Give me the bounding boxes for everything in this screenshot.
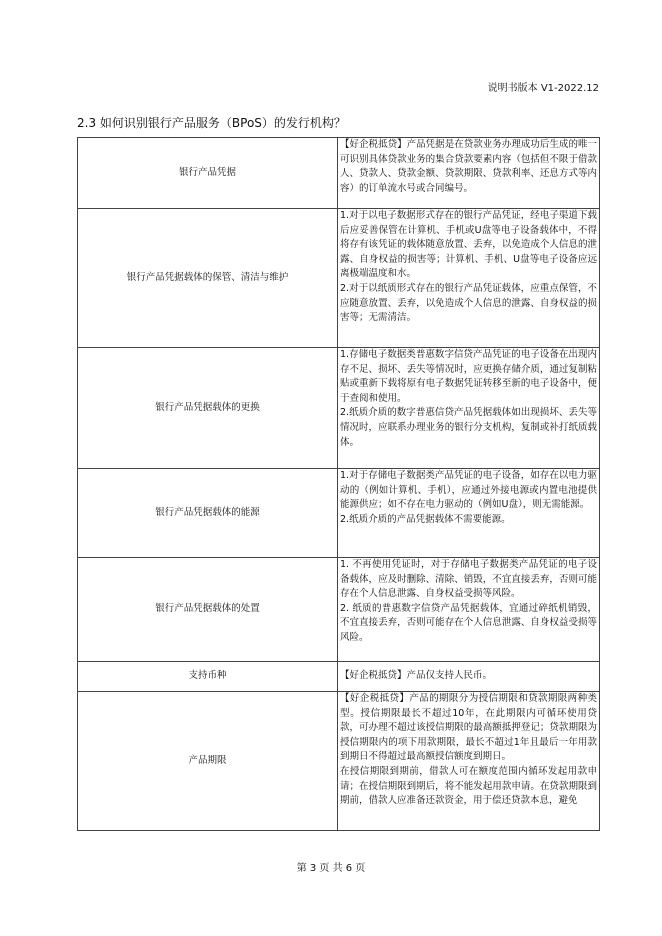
page-number: 第 3 页 共 6 页 [296, 863, 366, 874]
row-label: 银行产品凭据载体的保管、清洁与维护 [78, 209, 338, 348]
content-paragraph: 1.存储电子数据类普惠数字信贷产品凭证的电子设备在出现内存不足、损坏、丢失等情况时，应更换存储介质，通过复制粘贴或重新下载将原有电子数据凭证转移至新的电子设备中，便于查阅和使用。 [340, 349, 597, 404]
row-content [338, 692, 600, 831]
content-paragraph: 【好企税抵贷】产品凭据是在贷款业务办理成功后生成的唯一可识别具体贷款业务的集合贷款要素内容（包括但不限于借款人、贷款人、贷款金额、贷款期限、贷款利率、还息方式等内容）的订单流水号或合同编号。 [340, 139, 597, 194]
content-paragraph: 在授信期限到期前，借款人可在额度范围内循环发起用款申请；在授信期限到期后，将不能发起用款申请。在贷款期限到期前，借款人应准备还款资金，用于偿还贷款本息，避免 [340, 765, 597, 807]
row-label: 银行产品凭据载体的能源 [78, 469, 338, 558]
bpos-info-table [77, 137, 600, 831]
content-paragraph: 2. 纸质的普惠数字信贷产品凭据载体，宜通过碎纸机销毁，不宜直接丢弃，否则可能存在个人信息泄露、自身权益受损等风险。 [340, 602, 597, 643]
content-paragraph: 【好企税抵贷】产品仅支持人民币。 [340, 670, 493, 682]
table-row [78, 209, 600, 348]
content-paragraph: 2.对于以纸质形式存在的银行产品凭证载体，应重点保管，不应随意放置、丢弃，以免造成个人信息的泄露、自身权益的损害等；无需清洁。 [340, 282, 597, 324]
row-label: 银行产品凭据载体的处置 [78, 558, 338, 662]
content-paragraph: 2.纸质介质的数字普惠信贷产品凭据载体如出现损坏、丢失等情况时，应联系办理业务的银行分支机构，复制或补打纸质载体。 [340, 407, 597, 448]
table-row [78, 662, 600, 692]
row-label: 银行产品凭据载体的更换 [78, 348, 338, 469]
content-paragraph: 1. 不再使用凭证时，对于存储电子数据类产品凭证的电子设备载体，应及时删除、清除、销毁，不宜直接丢弃，否则可能存在个人信息泄露、自身权益受损等风险。 [340, 559, 597, 600]
row-content [338, 469, 600, 558]
row-content [338, 662, 600, 692]
content-paragraph: 1.对于存储电子数据类产品凭证的电子设备，如存在以电力驱动的（例如计算机、手机），应通过外接电源或内置电池提供能源供应；如不存在电力驱动的（例如U盘），则无需能源。 [340, 470, 597, 511]
table-row [78, 138, 600, 209]
row-label: 银行产品凭据 [78, 138, 338, 209]
content-paragraph: 【好企税抵贷】产品的期限分为授信期限和贷款期限两种类型。授信期限最长不超过10年，在此期限内可循环使用贷款，可办理不超过该授信期限的最高额抵押登记；贷款期限为授信期限内的项下用款期限，最长不超过1年且最后一年用款到期日不得超过最高额授信额度到期日。 [340, 693, 597, 763]
row-content [338, 558, 600, 662]
row-content [338, 348, 600, 469]
table-row [78, 692, 600, 831]
content-paragraph: 2.纸质介质的产品凭据载体不需要能源。 [340, 513, 511, 525]
table-row [78, 348, 600, 469]
content-paragraph: 1.对于以电子数据形式存在的银行产品凭证，经电子渠道下载后应妥善保管在计算机、手机或U盘等电子设备载体中，不得将存有该凭证的载体随意放置、丢弃，以免造成个人信息的泄露、自身权益的损害等；计算机、手机、U盘等电子设备应远离极端温度和水。 [340, 210, 597, 280]
row-content [338, 209, 600, 348]
row-label: 产品期限 [78, 692, 338, 831]
section-title: 2.3 如何识别银行产品服务（BPoS）的发行机构？ [77, 116, 346, 130]
row-label: 支持币种 [78, 662, 338, 692]
row-content [338, 138, 600, 209]
table-row [78, 469, 600, 558]
table-row [78, 558, 600, 662]
document-version: 说明书版本 V1-2022.12 [487, 83, 599, 94]
